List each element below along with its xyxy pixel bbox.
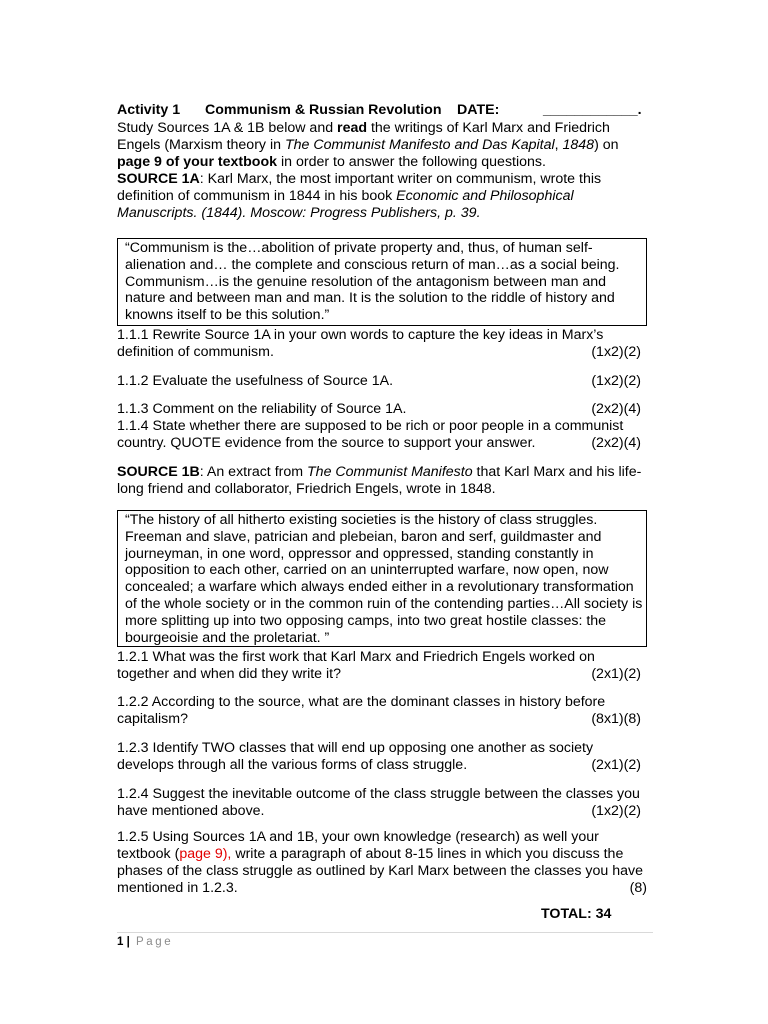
marks: (1x2)(2) bbox=[591, 344, 641, 360]
marks: (2x2)(4) bbox=[591, 401, 641, 417]
footer-divider bbox=[117, 932, 653, 933]
page-reference: page 9), bbox=[179, 846, 232, 862]
marks: (2x1)(2) bbox=[591, 757, 641, 773]
question-1-2-5: 1.2.5 Using Sources 1A and 1B, your own knowledge (research) as well your textbook (page 9), write a paragraph of about 8-15 lines in which you discuss the phases of the class struggle as outlined by Karl Marx between the classes you have mentioned in 1.2.3. (8) bbox=[117, 829, 647, 896]
question-1-2-3: 1.2.3 Identify TWO classes that will end up opposing one another as society develops through all the various forms of class struggle. (2x1)(2) bbox=[117, 740, 641, 773]
question-1-2-1: 1.2.1 What was the first work that Karl Marx and Friedrich Engels worked on together and when did they write it? (2x1)(2) bbox=[117, 649, 641, 682]
marks: (8x1)(8) bbox=[591, 711, 641, 727]
question-1-1-1: 1.1.1 Rewrite Source 1A in your own words to capture the key ideas in Marx’s definition of communism. (1x2)(2) bbox=[117, 327, 641, 360]
source-1b-quote-box: “The history of all hitherto existing societies is the history of class struggles. Freeman and slave, patrician and plebeian, baron and serf, guildmaster and journeyman, in one word, oppressor and oppressed, standing constantly in opposition to each other, carried on an uninterrupted warfare, now open, now concealed; a warfare which always ended either in a revolutionary transformation of the whole society or in the common ruin of the contending parties…All society is more splitting up into two opposing camps, into two great hostile classes: the bourgeoisie and the proletariat. ” bbox=[117, 510, 647, 647]
page-number: 1 bbox=[117, 936, 124, 948]
question-1-1-4: 1.1.4 State whether there are supposed to be rich or poor people in a communist country. QUOTE evidence from the source to support your answer. (2x2)(4) bbox=[117, 418, 641, 451]
activity-topic: Communism & Russian Revolution bbox=[205, 102, 442, 118]
marks: (2x2)(4) bbox=[591, 435, 641, 451]
source-1a-quote-box: “Communism is the…abolition of private property and, thus, of human self- alienation and… the complete and conscious return of man…as a social being. Communism…is the genuine resolution of the antagonism between man and nature and between man and man. It is the solution to the riddle of history and knowns itself to be this solution.” bbox=[117, 238, 647, 326]
source-1a-intro: SOURCE 1A: Karl Marx, the most important writer on communism, wrote this bbox=[117, 171, 602, 187]
activity-label: Activity 1 bbox=[117, 102, 181, 118]
footer-separator: | bbox=[126, 936, 130, 948]
question-1-2-2: 1.2.2 According to the source, what are the dominant classes in history before capitalism? (8x1)(8) bbox=[117, 694, 641, 727]
question-1-1-3: 1.1.3 Comment on the reliability of Source 1A. (2x2)(4) bbox=[117, 401, 641, 417]
marks: (1x2)(2) bbox=[591, 373, 641, 389]
question-1-2-4: 1.2.4 Suggest the inevitable outcome of the class struggle between the classes you have mentioned above. (1x2)(2) bbox=[117, 786, 641, 819]
page-label: Page bbox=[136, 936, 174, 948]
page-footer bbox=[117, 936, 173, 948]
source-1b-intro: SOURCE 1B: An extract from The Communist Manifesto that Karl Marx and his life- long friend and collaborator, Friedrich Engels, wrote in 1848. bbox=[117, 464, 642, 497]
question-1-1-2: 1.1.2 Evaluate the usefulness of Source 1A. (1x2)(2) bbox=[117, 373, 641, 389]
marks: (8) bbox=[629, 880, 647, 896]
date-blank: ____________. bbox=[543, 102, 642, 118]
marks: (1x2)(2) bbox=[591, 803, 641, 819]
intro-text: Study Sources 1A & 1B below and read the writings of Karl Marx and Friedrich Engels (Marxism theory in The Communist Manifesto and Das Kapital, 1848) on page 9 of your textbook in order to answer the following questions. SOURCE 1A: Karl Marx, the most important writer on communism, wrote this definition of communism in 1844 in his book Economic and Philosophical Manuscripts. (1844). Moscow: Progress Publishers, p. 39. bbox=[117, 120, 647, 222]
date-label: DATE: bbox=[457, 102, 500, 118]
marks: (2x1)(2) bbox=[591, 666, 641, 682]
total-marks: TOTAL: 34 bbox=[541, 906, 612, 922]
